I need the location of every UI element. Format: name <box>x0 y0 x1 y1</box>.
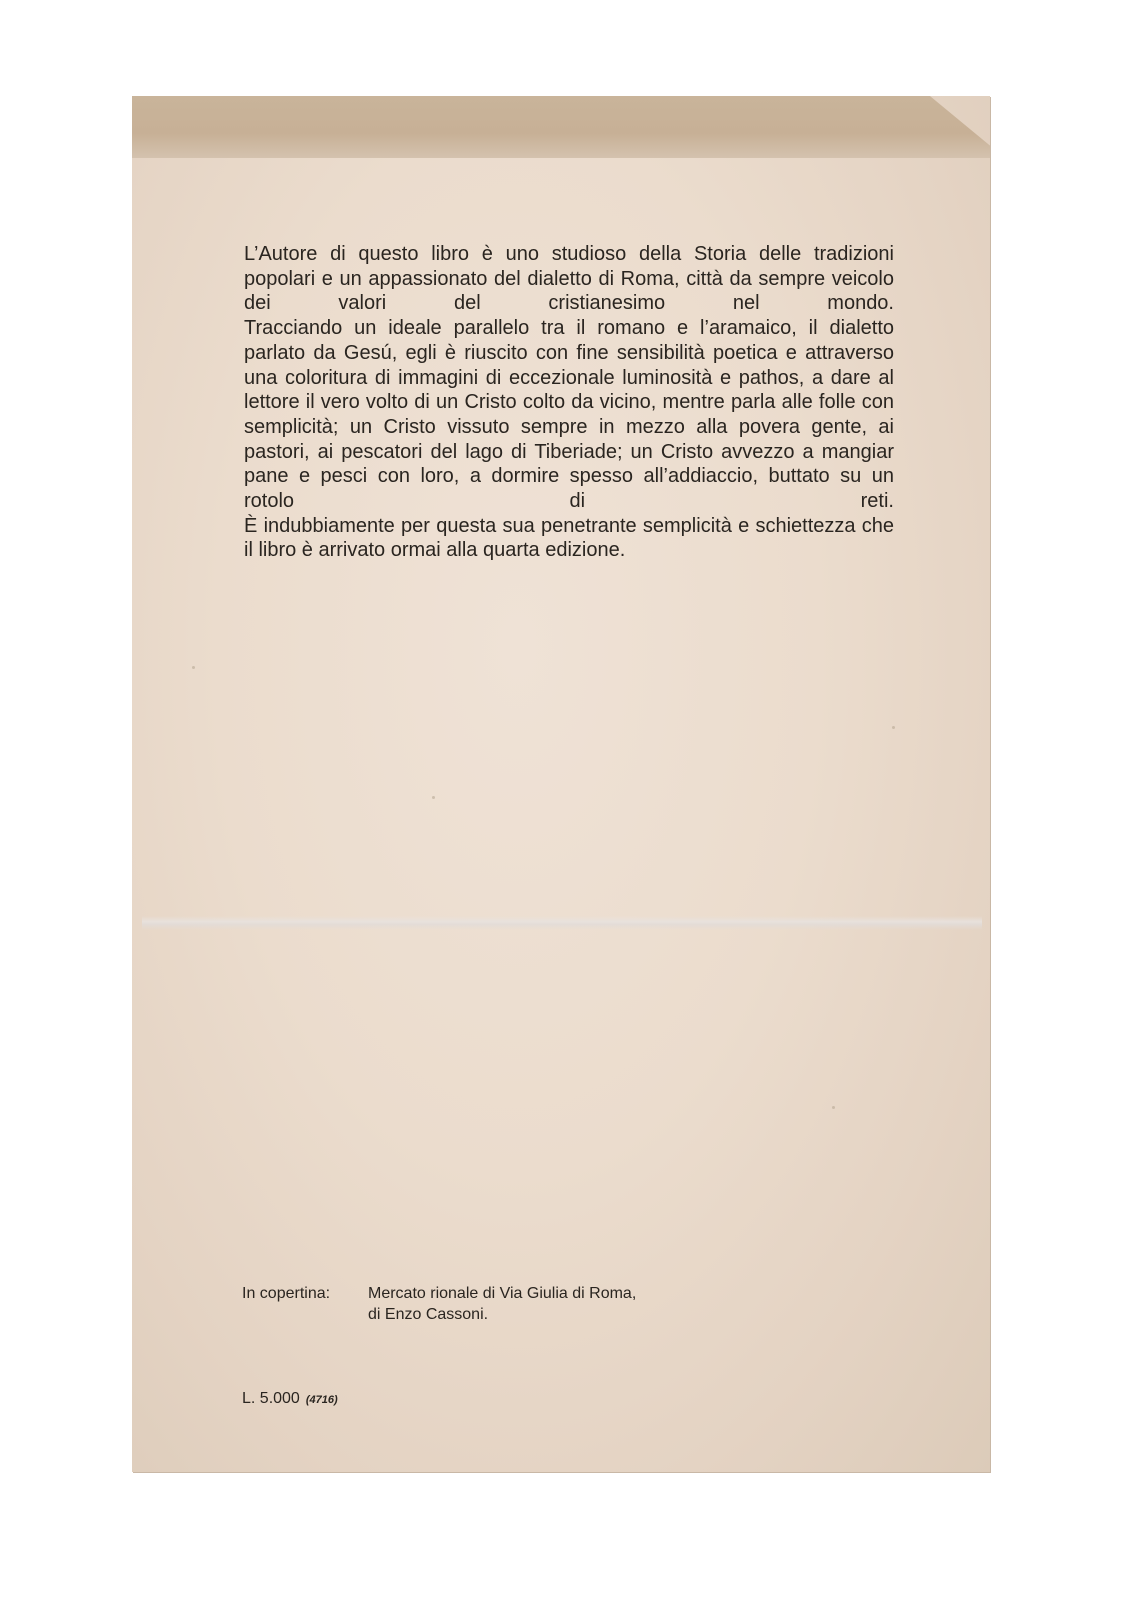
price-amount: L. 5.000 <box>242 1390 300 1407</box>
cover-crease <box>142 916 982 930</box>
credits-label: In copertina: <box>242 1285 331 1302</box>
price-code: (4716) <box>305 1394 338 1406</box>
blurb-paragraph-1: L’Autore di questo libro è uno studioso della Storia delle tradizioni popolari e un appassionato del dialetto di Roma, città da sempre veicolo dei valori del cristianesimo nel mondo. <box>244 243 894 315</box>
credits-line-1: Mercato rionale di Via Giulia di Roma, <box>368 1285 637 1302</box>
blurb-paragraph-3: È indubbiamente per questa sua penetrante semplicità e schiettezza che il libro è arrivato ormai alla quarta edizione. <box>244 514 894 562</box>
price-line <box>242 1390 338 1408</box>
book-back-cover <box>132 96 990 1472</box>
credits-line-2: di Enzo Cassoni. <box>368 1306 489 1323</box>
blurb-paragraph-2: Tracciando un ideale parallelo tra il romano e l’aramaico, il dialetto parlato da Gesú, egli è riuscito con fine sensibilità poetica e attraverso una coloritura di immagini di eccezionale luminosità e pathos, a dare al lettore il vero volto di un Cristo colto da vicino, mentre parla alle folle con semplicità; un Cristo vissuto sempre in mezzo alla povera gente, ai pastori, ai pescatori del lago di Tiberiade; un Cristo avvezzo a mangiar pane e pesci con loro, a dormire spesso all’addiaccio, buttato su un rotolo di reti. <box>244 317 894 513</box>
cover-top-band <box>132 96 990 158</box>
blurb-text <box>244 242 894 563</box>
cover-credits <box>242 1283 636 1325</box>
